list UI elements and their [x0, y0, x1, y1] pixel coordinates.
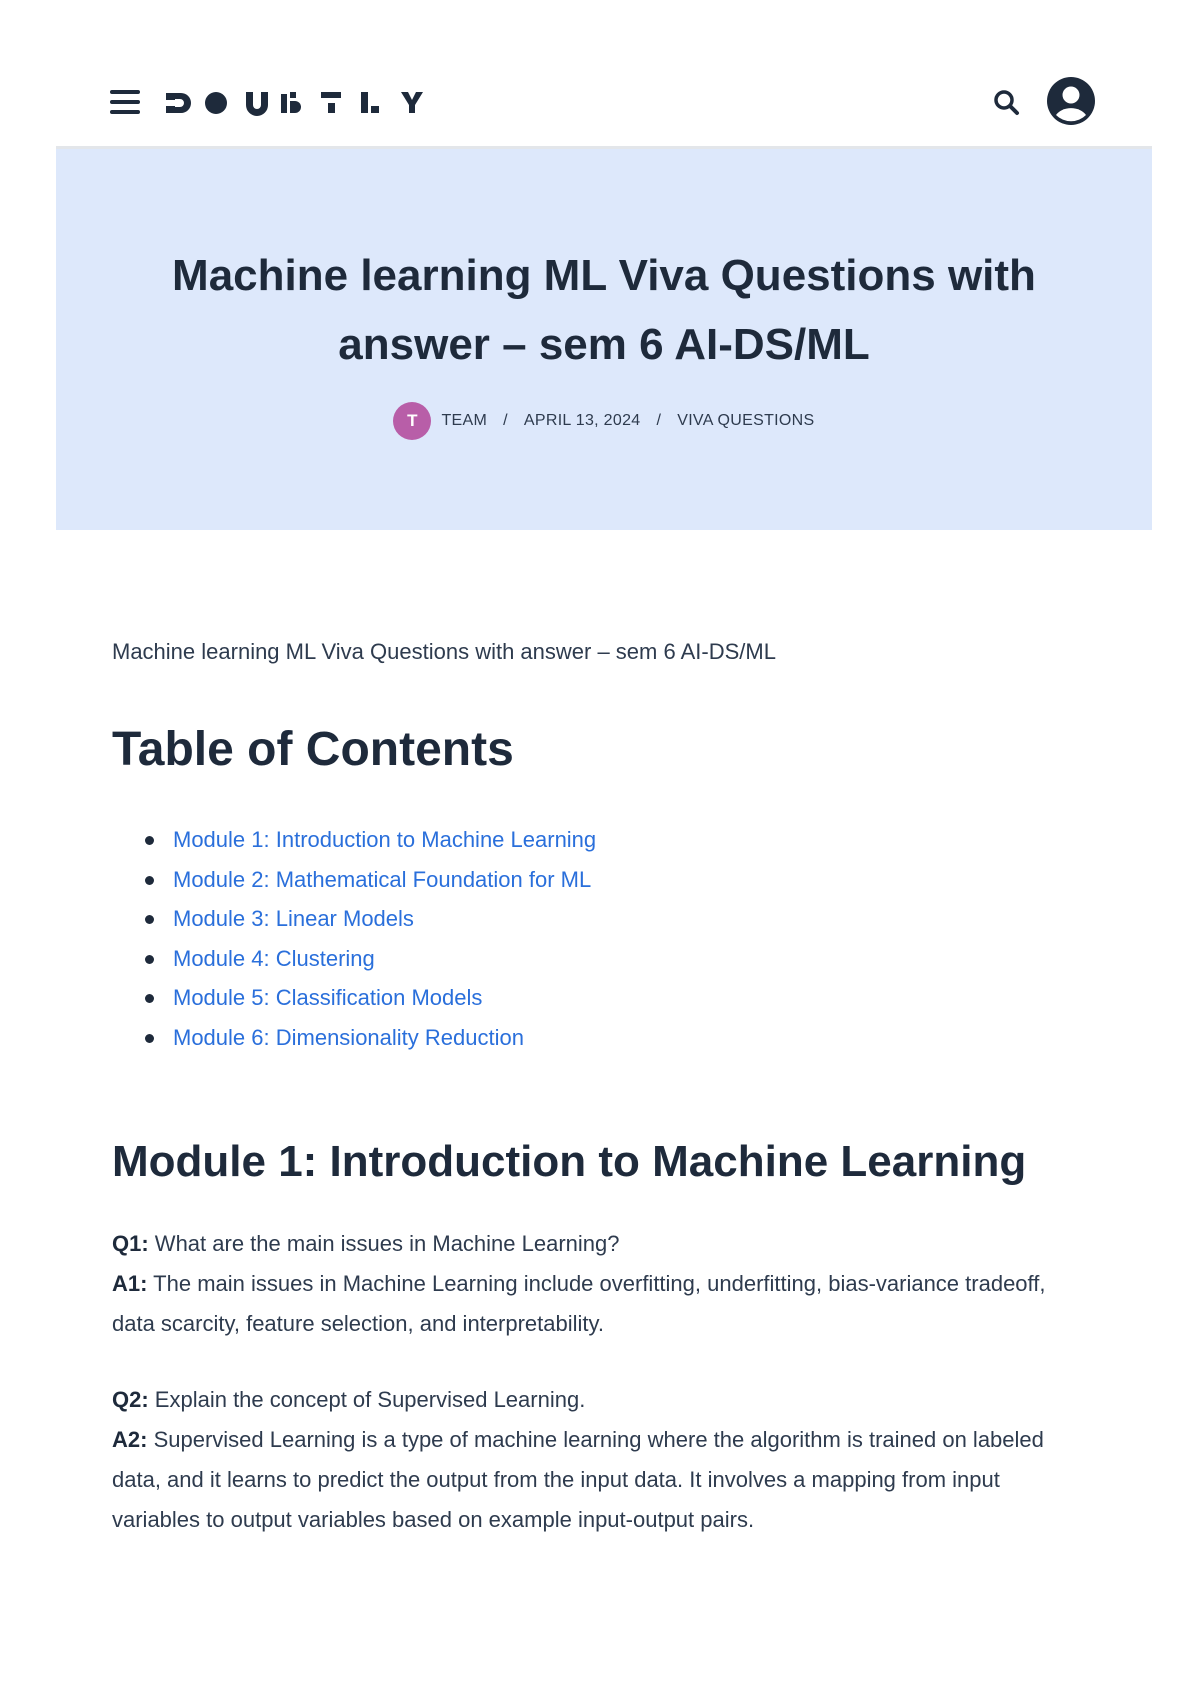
qa-block-2 — [112, 1380, 1092, 1540]
toc-item — [112, 820, 596, 860]
post-title — [116, 241, 1092, 379]
intro-paragraph: Machine learning ML Viva Questions with answer – sem 6 AI-DS/ML — [112, 639, 776, 664]
site-logo[interactable] — [166, 76, 466, 130]
meta-separator: / — [503, 412, 508, 429]
toc-item — [112, 978, 596, 1018]
meta-separator: / — [656, 412, 662, 429]
qa-block-1 — [112, 1224, 1092, 1344]
toc-item — [112, 1018, 596, 1058]
answer-label: A2: — [112, 1427, 148, 1452]
hero-banner — [56, 149, 1152, 530]
site-header — [56, 62, 1152, 146]
question-text: What are the main issues in Machine Learning? — [148, 1231, 620, 1256]
question-label: Q2: — [112, 1387, 149, 1412]
user-account-icon[interactable] — [1046, 76, 1096, 126]
toc-heading: Table of Contents — [112, 723, 514, 776]
post-category[interactable]: VIVA QUESTIONS — [677, 412, 815, 429]
answer-text: Supervised Learning is a type of machine learning where the algorithm is trained on labeled data, and it learns to predict the output from the input data. It involves a mapping from input variables to output variables based on example input-output pairs. — [112, 1427, 1044, 1532]
toc-item — [112, 860, 596, 900]
toc-link-module-1[interactable]: Module 1: Introduction to Machine Learning — [173, 827, 597, 852]
author-name[interactable]: TEAM — [441, 412, 488, 429]
question-label: Q1: — [112, 1231, 149, 1256]
author-avatar[interactable]: T — [393, 402, 431, 440]
toc-item — [112, 899, 596, 939]
doubtly-logo-icon — [166, 83, 466, 123]
hamburger-menu-icon[interactable] — [110, 90, 140, 114]
toc-link-module-3[interactable]: Module 3: Linear Models — [173, 906, 414, 932]
answer-label: A1: — [112, 1271, 148, 1296]
toc-item — [112, 939, 596, 979]
post-meta — [56, 401, 1152, 441]
toc-link-module-6[interactable]: Module 6: Dimensionality Reduction — [173, 1024, 524, 1050]
search-icon[interactable] — [992, 88, 1020, 116]
question-text: Explain the concept of Supervised Learning. — [148, 1387, 586, 1412]
post-title-line-2: answer – sem 6 AI-DS/ML — [338, 320, 870, 369]
toc-list — [112, 820, 596, 1058]
post-title-line-1: Machine learning ML Viva Questions with — [172, 251, 1036, 300]
answer-text: The main issues in Machine Learning include overfitting, underfitting, bias-variance tradeoff, data scarcity, feature selection, and interpretability. — [112, 1271, 1046, 1336]
toc-link-module-2[interactable]: Module 2: Mathematical Foundation for ML — [173, 866, 592, 892]
toc-link-module-4[interactable]: Module 4: Clustering — [173, 945, 375, 971]
post-date: APRIL 13, 2024 — [523, 412, 641, 429]
module-1-heading: Module 1: Introduction to Machine Learning — [112, 1137, 1027, 1186]
toc-link-module-5[interactable]: Module 5: Classification Models — [173, 985, 483, 1011]
